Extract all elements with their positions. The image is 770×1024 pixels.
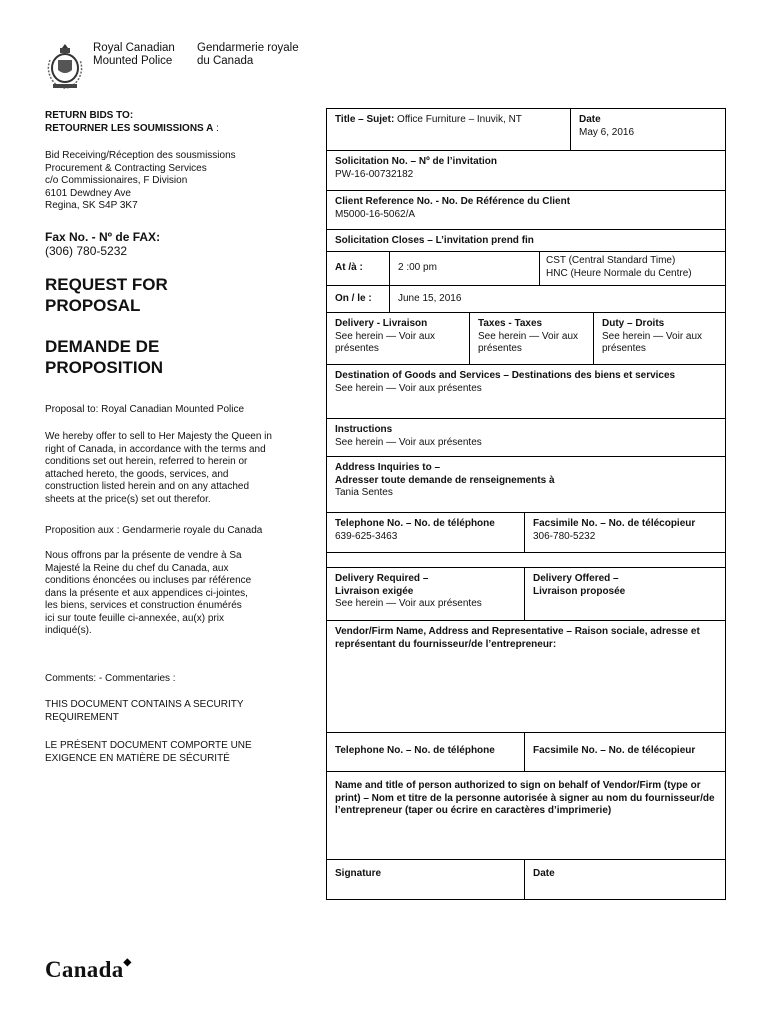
- return-address: [45, 150, 236, 213]
- offer-fr-line: les biens, services et construction énumérés: [45, 600, 242, 611]
- contact-row: [327, 513, 725, 553]
- facsimile-label: Facsimile No. – No. de télécopieur: [533, 518, 696, 529]
- org-en-line2: Mounted Police: [93, 54, 173, 67]
- vendor-facsimile-field[interactable]: Facsimile No. – No. de télécopieur: [524, 733, 725, 771]
- delivery-required-value: See herein — Voir aux présentes: [335, 598, 482, 609]
- org-fr-line2: du Canada: [197, 54, 254, 67]
- inquiries-row[interactable]: [327, 457, 725, 513]
- facsimile-field[interactable]: [524, 513, 725, 552]
- at-label: At /à :: [335, 262, 363, 273]
- destination-value: See herein — Voir aux présentes: [335, 382, 482, 394]
- demande-de-proposition-title: [45, 336, 163, 378]
- signature-date-field[interactable]: Date: [524, 860, 725, 899]
- flag-icon: ◆: [123, 957, 132, 968]
- closes-label: Solicitation Closes – L’invitation prend fin: [335, 235, 534, 246]
- offer-en-line: right of Canada, in accordance with the terms and: [45, 443, 266, 455]
- date-label: Date: [579, 114, 601, 125]
- inquiries-label-1: Address Inquiries to –: [335, 462, 441, 473]
- rcmp-crest-icon: [45, 42, 85, 90]
- delivery-required-field[interactable]: [327, 568, 524, 620]
- address-line: Procurement & Contracting Services: [45, 162, 207, 174]
- instructions-value: See herein — Voir aux présentes: [335, 436, 482, 448]
- closing-date-row: [327, 286, 725, 313]
- title-value: Office Furniture – Inuvik, NT: [394, 114, 522, 125]
- delivery-taxes-duty-row: [327, 313, 725, 365]
- taxes-field[interactable]: [469, 313, 593, 364]
- vendor-contact-row: [327, 733, 725, 772]
- destination-label: Destination of Goods and Services – Destinations des biens et services: [335, 370, 676, 381]
- address-line: c/o Commissionaires, F Division: [45, 175, 188, 186]
- signature-field[interactable]: Signature: [335, 868, 382, 879]
- offer-en-line: We hereby offer to sell to Her Majesty the Queen in: [45, 431, 272, 442]
- taxes-value: See herein — Voir aux présentes: [478, 330, 579, 354]
- address-line: Bid Receiving/Réception des sousmissions: [45, 150, 236, 161]
- comments-label: Comments: - Commentaries :: [45, 673, 176, 684]
- org-en-line1: Royal Canadian: [93, 42, 175, 54]
- offer-fr-line: conditions énoncées ou incluses par référence: [45, 575, 252, 586]
- rfp-line2: PROPOSAL: [45, 296, 141, 315]
- title-label: Title – Sujet:: [335, 114, 395, 125]
- org-fr-line1: Gendarmerie royale: [197, 42, 299, 54]
- request-for-proposal-title: [45, 274, 168, 316]
- on-label: On / le :: [335, 293, 372, 304]
- at-value[interactable]: 2 :00 pm: [389, 252, 539, 285]
- fax-number: (306) 780-5232: [45, 244, 128, 258]
- proposition-aux: Proposition aux : Gendarmerie royale du Canada: [45, 525, 263, 536]
- security-en: [45, 699, 244, 724]
- delivery-required-label-2: Livraison exigée: [335, 585, 414, 597]
- security-en-line: REQUIREMENT: [45, 711, 119, 723]
- solicitation-label: Solicitation No. – Nº de l’invitation: [335, 156, 497, 167]
- return-bids-fr: RETOURNER LES SOUMISSIONS A: [45, 122, 214, 134]
- authorized-name-label: Name and title of person authorized to sign on behalf of Vendor/Firm (type or print) – Nom et titre de la personne autorisée à signer au nom du fournisseur/de l’entrepreneur (taper ou écrire en caractères d’imprimerie): [335, 780, 715, 816]
- delivery-field[interactable]: [327, 313, 469, 364]
- offer-text-fr: [45, 550, 251, 638]
- fax-block: [45, 230, 160, 258]
- security-en-line: THIS DOCUMENT CONTAINS A SECURITY: [45, 699, 244, 710]
- delivery-offered-label-1: Delivery Offered –: [533, 573, 619, 584]
- delivery-value: See herein — Voir aux présentes: [335, 330, 436, 354]
- date-field[interactable]: [570, 109, 725, 150]
- offer-fr-line: ici sur toute feuille ci-annexée, au(x) prix: [45, 612, 224, 624]
- duty-value: See herein — Voir aux présentes: [602, 330, 703, 354]
- offer-en-line: attached hereto, the goods, services, and: [45, 468, 229, 480]
- telephone-value: 639-625-3463: [335, 530, 398, 542]
- delivery-offered-field[interactable]: [524, 568, 725, 620]
- offer-en-line: construction listed herein and on any attached: [45, 481, 250, 492]
- return-bids-en: RETURN BIDS TO:: [45, 110, 134, 121]
- return-bids-heading: [45, 110, 219, 135]
- date-value: May 6, 2016: [579, 126, 635, 138]
- solicitation-row[interactable]: [327, 151, 725, 191]
- return-bids-colon: :: [213, 122, 219, 134]
- vendor-row[interactable]: [327, 621, 725, 733]
- form-spacer: [327, 553, 725, 568]
- offer-en-line: sheets at the price(s) set out therefor.: [45, 493, 211, 505]
- timezone-fr: HNC (Heure Normale du Centre): [546, 267, 692, 279]
- title-field[interactable]: [327, 109, 570, 150]
- timezone: [539, 252, 725, 285]
- security-fr-line: EXIGENCE EN MATIÈRE DE SÉCURITÉ: [45, 752, 230, 764]
- closes-row: [327, 230, 725, 252]
- instructions-label: Instructions: [335, 424, 393, 435]
- solicitation-value: PW-16-00732182: [335, 168, 414, 180]
- telephone-label: Telephone No. – No. de téléphone: [335, 518, 495, 529]
- authorized-name-row[interactable]: [327, 772, 725, 860]
- delivery-required-label-1: Delivery Required –: [335, 573, 429, 584]
- offer-fr-line: dans la présente et aux appendices ci-jointes,: [45, 587, 248, 599]
- delivery-required-row: [327, 568, 725, 621]
- offer-fr-line: Nous offrons par la présente de vendre à Sa: [45, 550, 242, 561]
- offer-fr-line: indiqué(s).: [45, 625, 92, 636]
- canada-wordmark-text: Canada: [45, 957, 124, 982]
- offer-text-en: [45, 431, 272, 506]
- return-bids-fr-line: [45, 123, 219, 136]
- header: [45, 42, 305, 92]
- delivery-label: Delivery - Livraison: [335, 318, 428, 329]
- inquiries-value: Tania Sentes: [335, 487, 393, 498]
- destination-row[interactable]: [327, 365, 725, 419]
- dp-line1: DEMANDE DE: [45, 337, 160, 356]
- canada-wordmark: [45, 957, 132, 983]
- dp-line2: PROPOSITION: [45, 358, 164, 377]
- signature-row: [327, 860, 725, 899]
- address-line: 6101 Dewdney Ave: [45, 187, 131, 199]
- fax-label: Fax No. - Nº de FAX:: [45, 230, 161, 244]
- duty-label: Duty – Droits: [602, 318, 665, 329]
- offer-en-line: conditions set out herein, referred to herein or: [45, 456, 248, 467]
- inquiries-label-2: Adresser toute demande de renseignements à: [335, 474, 555, 486]
- vendor-telephone-field[interactable]: Telephone No. – No. de téléphone: [335, 745, 495, 756]
- rfp-line1: REQUEST FOR: [45, 275, 168, 294]
- client-ref-value: M5000-16-5062/A: [335, 208, 416, 220]
- security-fr: [45, 740, 252, 765]
- client-ref-row[interactable]: [327, 191, 725, 230]
- title-date-row: [327, 109, 725, 151]
- security-fr-line: LE PRÉSENT DOCUMENT COMPORTE UNE: [45, 740, 252, 751]
- proposal-to: Proposal to: Royal Canadian Mounted Police: [45, 404, 245, 415]
- delivery-offered-label-2: Livraison proposée: [533, 585, 626, 597]
- duty-field[interactable]: [593, 313, 725, 364]
- telephone-field[interactable]: [327, 513, 524, 552]
- taxes-label: Taxes - Taxes: [478, 318, 543, 329]
- vendor-label: Vendor/Firm Name, Address and Representative – Raison sociale, adresse et représentant du fournisseur/de l’entrepreneur:: [335, 626, 700, 650]
- on-value[interactable]: June 15, 2016: [389, 286, 725, 312]
- client-ref-label: Client Reference No. - No. De Référence du Client: [335, 196, 571, 207]
- closing-time-row: [327, 252, 725, 286]
- bid-form: [326, 108, 726, 900]
- facsimile-value: 306-780-5232: [533, 530, 596, 542]
- org-name: [93, 42, 299, 67]
- instructions-row[interactable]: [327, 419, 725, 457]
- address-line: Regina, SK S4P 3K7: [45, 200, 138, 211]
- offer-fr-line: Majesté la Reine du chef du Canada, aux: [45, 562, 229, 574]
- timezone-en: CST (Central Standard Time): [546, 255, 676, 266]
